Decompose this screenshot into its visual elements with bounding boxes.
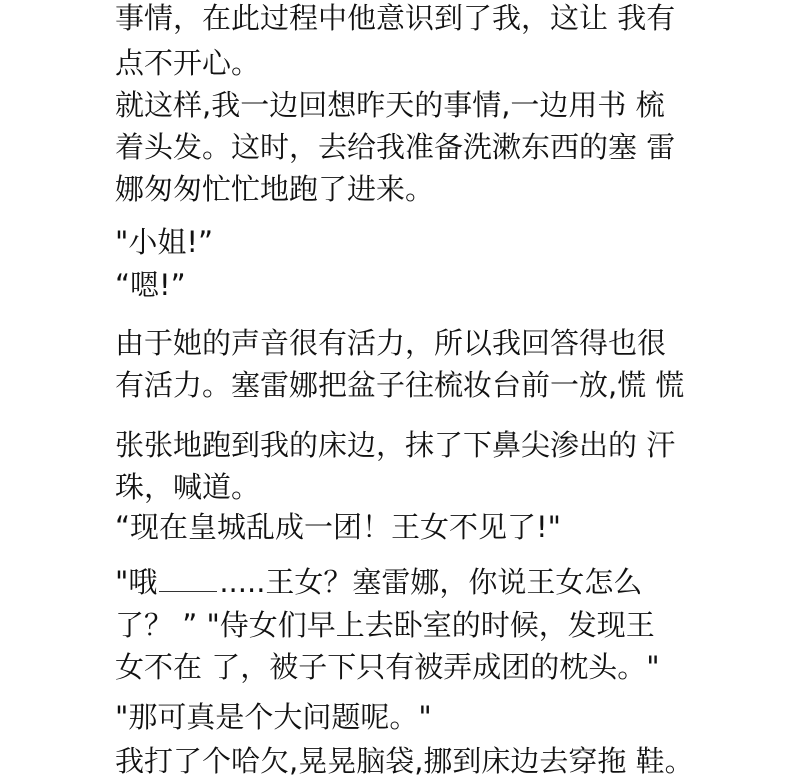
text-line: 就这样,我一边回想昨天的事情,一边用书 梳 <box>115 88 665 122</box>
text-line <box>115 565 642 599</box>
text-line: “嗯!” <box>115 268 186 302</box>
text-line: 有活力。塞雷娜把盆子往梳妆台前一放,慌 慌 <box>115 368 685 402</box>
text-line: 女不在 了，被子下只有被弄成团的枕头。" <box>115 650 660 684</box>
text-segment: "哦 <box>115 565 158 599</box>
text-line: "那可真是个大问题呢。" <box>115 700 432 734</box>
text-line: 着头发。这时，去给我准备洗漱东西的塞 雷 <box>115 130 676 164</box>
text-line: 了？ ” "侍女们早上去卧室的时候，发现王 <box>115 608 655 642</box>
text-line: "小姐!” <box>115 225 213 259</box>
blank-underline <box>159 569 217 592</box>
text-segment: .....王女？塞雷娜，你说王女怎么 <box>219 565 643 599</box>
text-line: “现在皇城乱成一团！王女不见了!" <box>115 510 561 544</box>
text-line: 由于她的声音很有活力，所以我回答得也很 <box>115 326 667 360</box>
text-line: 事情，在此过程中他意识到了我，这让 我有 <box>115 1 676 35</box>
text-line: 珠，喊道。 <box>115 470 261 504</box>
text-line: 点不开心。 <box>115 46 261 80</box>
text-line: 张张地跑到我的床边，抹了下鼻尖渗出的 汗 <box>115 428 676 462</box>
text-line: 我打了个哈欠,晃晃脑袋,挪到床边去穿拖 鞋。 <box>115 744 694 776</box>
text-line: 娜匆匆忙忙地跑了进来。 <box>115 172 435 206</box>
